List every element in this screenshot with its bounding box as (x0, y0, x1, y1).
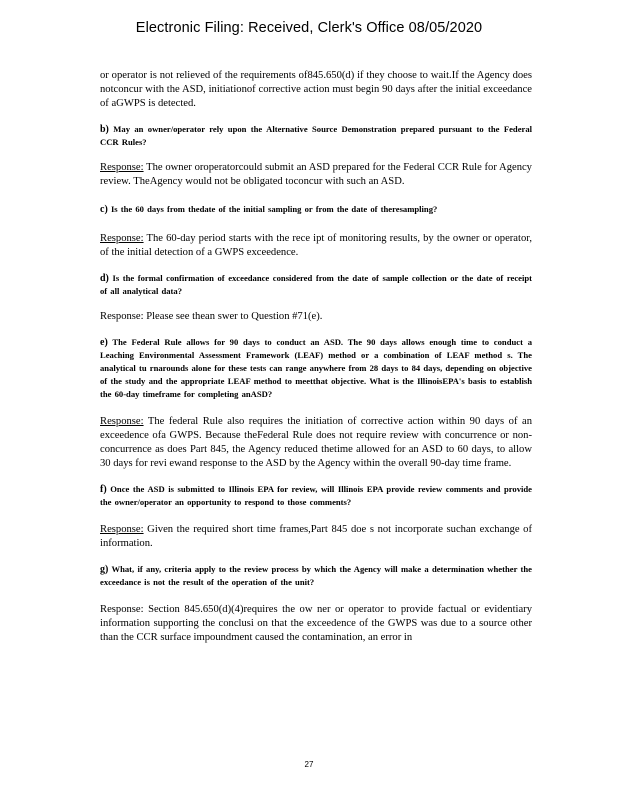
electronic-filing-header: Electronic Filing: Received, Clerk's Office 08/05/2020 (135, 20, 483, 36)
response-label: Response: (100, 311, 144, 322)
question-label: g) (100, 564, 109, 575)
question-text: The Federal Rule allows for 90 days to conduct an ASD. The 90 days allows enough time to conduct a Leaching Environmental Assessment Framework (LEAF) method or a combination of LEAF method s. The analytical tu rnarounds alone for these tests can range anywhere from 28 days to 84 days, depending on objective of the study and the appropriate LEAF method to meetthat objective. What is the IllinoisEPA's basis to establish the 60-day timeframe for completing anASD? (100, 337, 532, 399)
question-f (100, 483, 532, 509)
question-b (100, 123, 532, 149)
question-text: Is the 60 days from thedate of the initial sampling or from the date of theresampling? (110, 204, 438, 214)
response-label: Response: (100, 162, 144, 173)
page-number: 27 (304, 760, 314, 769)
question-c (100, 203, 532, 216)
response-label: Response: (100, 524, 144, 535)
response-text: Section 845.650(d)(4)requires the ow ner or operator to provide factual or evidentiary information supporting the conclusi on that the exceedence of the GWPS was due to a source other than the CCR surface impoundment caused the contamination, an error in (100, 604, 532, 643)
question-text: What, if any, criteria apply to the review process by which the Agency will make a determination whether the exceedance is not the result of the operation of the unit? (100, 564, 532, 587)
response-text: The 60-day period starts with the rece ipt of monitoring results, by the owner or operator, of the initial detection of a GWPS exceedence. (100, 233, 532, 258)
document-body (100, 66, 532, 645)
response-label: Response: (100, 233, 144, 244)
question-g (100, 563, 532, 589)
question-label: e) (100, 337, 108, 348)
response-text: Please see thean swer to Question #71(e). (146, 311, 323, 322)
response-e (100, 415, 532, 471)
response-g (100, 603, 532, 645)
question-text: Is the formal confirmation of exceedance considered from the date of sample collection or the date of receipt of all analytical data? (100, 273, 532, 296)
response-text: Given the required short time frames,Part 845 doe s not incorporate suchan exchange of information. (100, 524, 532, 549)
response-text: The federal Rule also requires the initiation of corrective action within 90 days of an exceedence ofa GWPS. Because theFederal Rule does not require review with concurrence or non-concurrence as does Part 845, the Agency reduced thetime allowed for an ASD to 60 days, to allow 30 days for revi ewand response to the ASD by the Agency within the overall 90-day time frame. (100, 416, 532, 469)
response-d (100, 310, 532, 324)
response-b (100, 161, 532, 189)
response-c (100, 232, 532, 260)
question-label: f) (100, 484, 107, 495)
question-label: d) (100, 273, 109, 284)
response-text: The owner oroperatorcould submit an ASD prepared for the Federal CCR Rule for Agency review. TheAgency would not be obligated toconcur with such an ASD. (100, 162, 532, 187)
question-text: May an owner/operator rely upon the Alternative Source Demonstration prepared pursuant to the Federal CCR Rules? (100, 124, 533, 147)
question-d (100, 272, 532, 298)
question-label: c) (100, 204, 108, 215)
response-label: Response: (100, 604, 144, 615)
question-e (100, 336, 532, 401)
response-f (100, 523, 532, 551)
continuation-paragraph: or operator is not relieved of the requirements of845.650(d) if they choose to wait.If the Agency does notconcur with the ASD, initiationof corrective action must begin 90 days after the initial exceedance of aGWPS is detected. (100, 70, 532, 109)
response-label: Response: (100, 416, 144, 427)
question-text: Once the ASD is submitted to Illinois EPA for review, will Illinois EPA provide review comments and provide the owner/operator an opportunity to respond to those comments? (100, 484, 532, 507)
question-label: b) (100, 124, 109, 135)
